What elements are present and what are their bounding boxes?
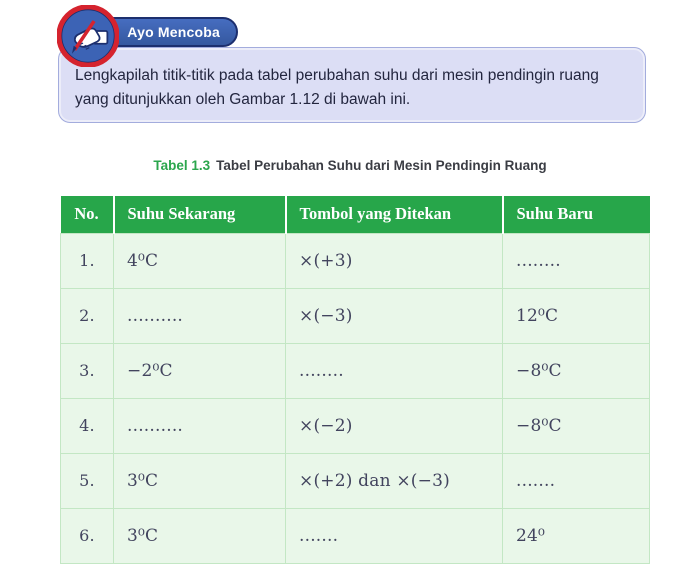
table-row	[61, 233, 650, 288]
table-row	[61, 343, 650, 398]
cell-suhu-baru: .......	[503, 453, 650, 508]
cell-suhu-sekarang: 3⁰C	[114, 508, 286, 563]
cell-tombol: ........	[286, 343, 503, 398]
writing-hand-icon	[57, 5, 119, 67]
column-header-no: No.	[61, 196, 114, 233]
cell-no: 4.	[61, 398, 114, 453]
cell-suhu-baru: −8⁰C	[503, 343, 650, 398]
table-row	[61, 453, 650, 508]
cell-no: 3.	[61, 343, 114, 398]
caption-title: Tabel Perubahan Suhu dari Mesin Pendingin Ruang	[216, 158, 547, 173]
table-row	[61, 508, 650, 563]
header-row	[61, 196, 650, 233]
cell-suhu-baru: ........	[503, 233, 650, 288]
cell-tombol: ×(−2)	[286, 398, 503, 453]
table-row	[61, 398, 650, 453]
column-header-suhu-baru: Suhu Baru	[503, 196, 650, 233]
cell-suhu-baru: −8⁰C	[503, 398, 650, 453]
badge-label: Ayo Mencoba	[127, 24, 220, 40]
table-caption	[0, 158, 700, 173]
cell-tombol: ×(−3)	[286, 288, 503, 343]
cell-suhu-sekarang: 4⁰C	[114, 233, 286, 288]
cell-tombol: .......	[286, 508, 503, 563]
caption-label: Tabel 1.3	[153, 158, 211, 173]
cell-suhu-baru: 24⁰	[503, 508, 650, 563]
column-header-suhu-sekarang: Suhu Sekarang	[114, 196, 286, 233]
cell-suhu-baru: 12⁰C	[503, 288, 650, 343]
cell-no: 1.	[61, 233, 114, 288]
cell-no: 5.	[61, 453, 114, 508]
instruction-text: Lengkapilah titik-titik pada tabel perubahan suhu dari mesin pendingin ruang yang ditunjukkan oleh Gambar 1.12 di bawah ini.	[75, 67, 599, 109]
cell-suhu-sekarang: ..........	[114, 288, 286, 343]
column-header-tombol: Tombol yang Ditekan	[286, 196, 503, 233]
cell-no: 2.	[61, 288, 114, 343]
cell-tombol: ×(+2) dan ×(−3)	[286, 453, 503, 508]
cell-suhu-sekarang: ..........	[114, 398, 286, 453]
cell-tombol: ×(+3)	[286, 233, 503, 288]
temperature-table	[60, 196, 650, 564]
cell-no: 6.	[61, 508, 114, 563]
instruction-box	[58, 47, 646, 123]
table-row	[61, 288, 650, 343]
cell-suhu-sekarang: −2⁰C	[114, 343, 286, 398]
cell-suhu-sekarang: 3⁰C	[114, 453, 286, 508]
